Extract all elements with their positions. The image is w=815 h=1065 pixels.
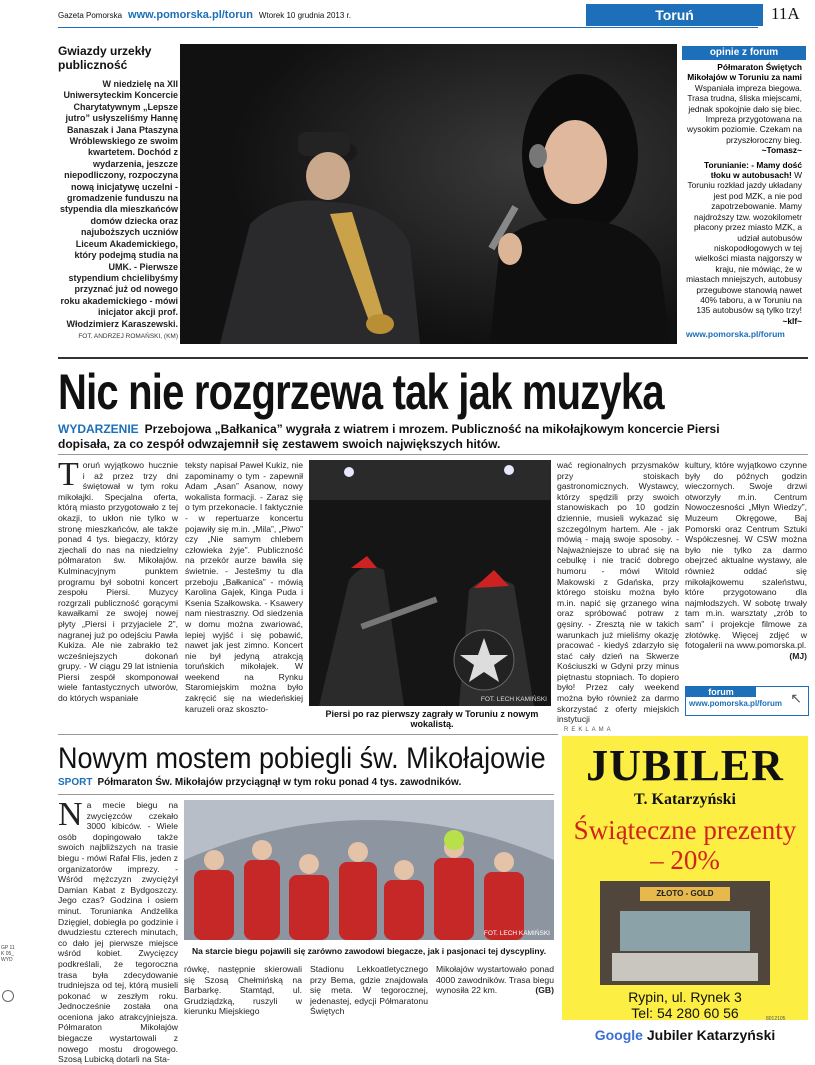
google-text: Jubiler Katarzyński bbox=[646, 1027, 776, 1043]
main-col-4-text: kultury, które wyjątkowo czynne były do późnych godzin wieczornych. Swoje drzwi otworzyły m.in. Centrum Nowoczesności „Młyn Wiedzy”, Muzeum Okręgowe, Baj Pomorski oraz Centrum Sztuki Współczesnej. W CSW można było nie tylko za darmo obejrzeć aktualne wystawy, ale również oddać się mikołajkowemu szaleństwu, które przygotowano dla najmłodszych. W sobotę trwały tam m.in. warsztaty „zrób to sam” i projekcje filmowe za złotówkę. Więcej zdjęć w fotogalerii na www.pomorska.pl. bbox=[685, 460, 807, 651]
opinions-link[interactable]: www.pomorska.pl/forum bbox=[686, 329, 785, 340]
ad-code: 8012105 bbox=[766, 1016, 786, 1022]
concert-photo bbox=[180, 44, 677, 344]
ad-phone: Tel: 54 280 60 56 bbox=[631, 1005, 739, 1021]
second-headline: Nowym mostem pobiegli św. Mikołajowie bbox=[58, 742, 546, 775]
second-tag: SPORT bbox=[58, 777, 93, 788]
masthead bbox=[58, 9, 351, 21]
shop-window bbox=[620, 911, 750, 951]
runners-illustration bbox=[184, 800, 554, 940]
paper-name: Gazeta Pomorska bbox=[58, 11, 123, 20]
issue-date: Wtorek 10 grudnia 2013 r. bbox=[258, 11, 351, 20]
top-story-box bbox=[58, 44, 178, 340]
section-url[interactable]: www.pomorska.pl/torun bbox=[128, 9, 253, 21]
ad-google bbox=[562, 1027, 808, 1043]
header-rule bbox=[58, 27, 758, 28]
runners-photo-credit: FOT. LECH KAMIŃSKI bbox=[483, 930, 550, 937]
ad-brand: JUBILER bbox=[586, 741, 784, 790]
forum-label: forum bbox=[686, 687, 756, 697]
band-illustration bbox=[309, 460, 551, 706]
second-col-2: rówkę, następnie skierowali się Szosą Chełmińską na Barbarkę. Stamtąd, ul. Grudziądzką, ruszyli w kierunku Miejskiego bbox=[184, 964, 302, 1017]
dropcap: N bbox=[58, 796, 83, 833]
main-lead bbox=[58, 422, 758, 452]
band-caption: Piersi po raz pierwszy zagrały w Toruniu z nowym wokalistą. bbox=[325, 709, 539, 729]
forum-opinions bbox=[682, 46, 806, 340]
divider bbox=[58, 357, 808, 359]
section-label: Toruń bbox=[586, 4, 763, 26]
concert-illustration bbox=[180, 44, 677, 344]
dropcap: T bbox=[58, 456, 79, 493]
main-col-4 bbox=[685, 460, 807, 680]
opinion-2 bbox=[682, 158, 806, 329]
runners-photo bbox=[184, 800, 554, 940]
ad-promo-2: – 20% bbox=[650, 845, 720, 875]
divider bbox=[58, 454, 808, 455]
main-col-2: teksty napisał Paweł Kukiz, nie zapominamy o tym - zapewnił Adam „Asan” Asanow, nowy wokalista formacji. - Zaraz się o tym przekonacie. I faktycznie - w repertuarze koncertu pojawiły się m.in. „Mila”, „Piwo” czy „Nie samym chlebem człowieka żyje”. Publiczność na przekór aurze bawiła się świetnie. - Jestešmy tu dla przeboju „Bałkanica” - mówią Karolina Gajek, Kinga Puda i Ksenia Szałkowska. - Ksawery nam niestrasznу. Od siedzenia w domu można zwariować, lepiej wyjść i się pobawić, nawet jak jest zimno. Koncert nie był jedyną atrakcją toruńskich mikołajek. W weekend na Rynku Staromiejskim można było zakręcić się na wiedeńskiej karuzeli oraz skoszto- bbox=[185, 460, 303, 714]
second-col-4 bbox=[436, 964, 554, 996]
ad-promo-1: Świąteczne prezenty bbox=[573, 815, 797, 845]
opinion-1-title: Półmaraton Świętych Mikołajów w Toruniu za nami bbox=[687, 62, 802, 83]
top-story-text: W niedzielę na XII Uniwersyteckim Koncercie Charytatywnym „Lepsze jutro” usłyszeliśmy Hannę Banaszak i Jana Ptaszyna Wróblewskiego ze swoim kwartetem. Dochód z wydarzenia, jeszcze niepodliczony, rozpoczyna nową inicjatywę uczelni - gromadzenie funduszu na stypendia dla mieszkańców domów dziecka oraz najuboższych uczniów Liceum Akademickiego, który podejmą studia na UMK. - Pierwsze stypendium chcielibyśmy przyznać już od nowego roku akademickiego - mówi inicjator akcji prof. Włodzimierz Karaszewski. bbox=[59, 79, 178, 329]
main-tag: WYDARZENIE bbox=[58, 422, 139, 436]
opinions-header: opinie z forum bbox=[682, 46, 806, 60]
top-story-credit: FOT. ANDRZEJ ROMAŃSKI, (KM) bbox=[78, 332, 178, 340]
jubiler-ad[interactable] bbox=[562, 736, 808, 1043]
main-col-1 bbox=[58, 456, 178, 726]
shop-photo bbox=[600, 881, 770, 985]
main-sign: (MJ) bbox=[789, 650, 807, 661]
ad-address: Rypin, ul. Rynek 3 bbox=[628, 989, 742, 1005]
main-col-1-text: oruń wyjątkowo hucznie i aż przez trzy dni świętował w tym roku mikołajki. Specjalna oferta, którą miasto przygotowało z tej okazji, to ukłon nie tylko w stronę mieszkańców, ale także ponad 4 tys. biegaczy, którzy zjechali do nas na niedzielny półmaraton św. Mikołajów. Kulminacyjnym punktem programu był sobotni koncert zespołu Piersi. Muzycy rozgrzali publiczność gorącymi kawałkami ze swojej nowej płyty „Piersi i przyjaciele 2”, nagranej już po odejściu Pawła Kukiza. Ale nie zabrakło też wcześniejszych dokonań grupy. - W ciągu 29 lat istnienia Piersi zespół skomponował wiele fantastycznych utworów, do których wspaniałe bbox=[58, 460, 178, 704]
shop-sign: ZŁOTO - GOLD bbox=[640, 887, 730, 901]
main-col-3: wać regionalnych przysmaków przy stoiskach gastronomicznych. Wystawcy, którzy spędzili przy swoich stanowiskach po 10 godzin dziennie, musieli wykazać się szczególnym hartem. Ale - jak mówią - mają swoje sposoby. - Najważniejsze to ubrać się na cebulkę i nie tracić dobrego humoru - mówi Witold Makowski z Gdańska, przy którego stoisku można było m.in. napić się grzanego wina oraz spróbować potraw z gęsiny. - Zresztą nie w takich warunkach już mieliśmy okazję pracować - kiedyś zdarzyło się stać cały dzień na Skwerze Kościuszki w Gdyni przy minus piętnastu stopniach. To dopiero było! Przez cały weekend można było również za darmo skorzystać z oferty miejskich instytucji bbox=[557, 460, 679, 725]
band-photo-credit: FOT. LECH KAMIŃSKI bbox=[480, 696, 547, 703]
top-story-title: Gwiazdy urzekły publiczność bbox=[58, 44, 152, 72]
cursor-icon: ↖ bbox=[790, 690, 802, 706]
opinion-1-text: Wspaniała impreza biegowa. Trasa trudna, śliska miejscami, jednak spokojnie dało się biec. Impreza przygotowana na wysokim poziomie. Czekam na przyszłoroczny bieg. bbox=[687, 82, 802, 145]
opinion-2-title: Torunianie: - Mamy dość tłoku w autobusach! bbox=[703, 159, 802, 181]
margin-code: GP 11 K 05_WYD bbox=[1, 945, 15, 963]
second-sign: (GB) bbox=[535, 985, 554, 996]
opinion-1-sign: ~Tomasz~ bbox=[761, 145, 802, 156]
divider bbox=[58, 734, 558, 735]
runners-caption: Na starcie biegu pojawili się zarówno zawodowi biegacze, jak i pasjonaci tej dyscypliny. bbox=[191, 946, 547, 956]
ad-label: REKLAMA bbox=[564, 727, 614, 733]
second-col-1 bbox=[58, 796, 178, 1065]
second-lead bbox=[58, 777, 461, 788]
second-col-1-text: a mecie biegu na zwycięzców czekało 3000 kibiców. - Wiele osób dopingowało także swoich najbliższych na trasie biegu - mówi Rafał Flis, jeden z organizatorów imprezy. - Wśród mężczyzn zwyciężył Damian Kabat z Bydgoszczy. Jego czas? Godzina i osiem minut. Torunianka Andżelika Dzięgiel, dobiegła po godzinie i dwudziestu czterech minutach, co dało jej pierwsze miejsce wśród kobiet. Zwycięzcy podkreślali, że tegoroczna trasa była zdecydowanie trudniejsza od tej, którą musieli pokonać w zeszłym roku. Jednocześnie została ona oceniona jako atrakcyjniejsza. Półmaraton Mikołajów biegacze wystartowali z nowego mostu drogowego. Szosą Lubicką dotarli na Sta- bbox=[58, 800, 178, 1065]
opinion-2-sign: ~klf~ bbox=[782, 315, 802, 326]
forum-link[interactable]: www.pomorska.pl/forum bbox=[689, 699, 783, 708]
page-number: 11A bbox=[771, 4, 800, 23]
second-lead-text: Półmaraton Św. Mikołajów przyciągnął w tym roku ponad 4 tys. zawodników. bbox=[97, 777, 462, 788]
google-logo: Google bbox=[594, 1027, 643, 1043]
forum-box[interactable] bbox=[685, 686, 809, 716]
second-col-3: Stadionu Lekkoatletycznego przy Bema, gdzie znajdowała się meta. W tegorocznej, jedenastej, edycji Półmaratonu Świętych bbox=[310, 964, 428, 1017]
main-headline: Nic nie rozgrzewa tak jak muzyka bbox=[58, 364, 664, 420]
main-lead-text: Przebojowa „Bałkanica” wygrała z wiatrem i mrozem. Publiczność na mikołajkowym koncercie Piersi dopisała, za co zespół odwzajemnił się zestawem swoich największych hitów. bbox=[58, 422, 720, 451]
shop-counter bbox=[612, 953, 758, 981]
band-photo bbox=[309, 460, 551, 706]
divider bbox=[58, 794, 554, 795]
opinion-2-text: W Toruniu rozkład jazdy układany jest pod MZK, a nie pod zapotrzebowanie. Mamy najdroższy tzw. wozokilometr płacony przez miasto MZK, a udział autobusów niskopodłogowych w tej wielkości miasta najgorszy w kraju, nie mówiąc, że w miastach mniejszych, autobusy przegubowe stanowią nawet 40% taboru, a w Toruniu na 135 autobusów są tylko trzy! bbox=[686, 170, 802, 316]
second-col-4-text: Mikołajów wystartowało ponad 4000 zawodników. Trasa biegu wynosiła 22 km. bbox=[436, 964, 554, 996]
registration-mark-icon bbox=[2, 990, 14, 1002]
ad-owner: T. Katarzyński bbox=[634, 791, 736, 808]
opinion-1 bbox=[682, 60, 806, 158]
